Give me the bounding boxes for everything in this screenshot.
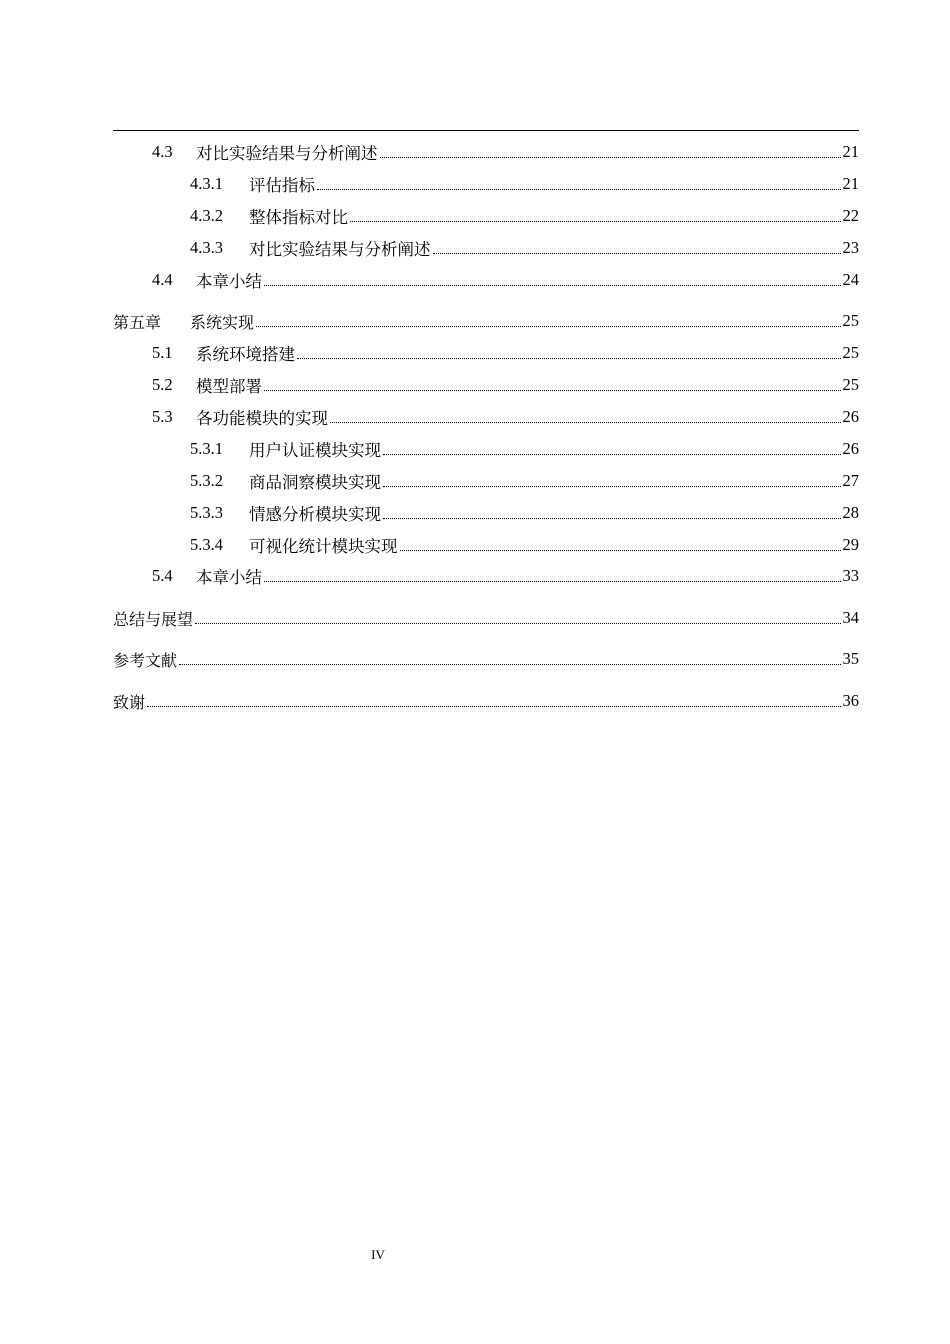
toc-leader: [383, 517, 841, 519]
toc-title: 情感分析模块实现: [249, 505, 381, 524]
toc-title: 本章小结: [196, 272, 262, 291]
toc-page: 26: [842, 439, 859, 458]
toc-entry[interactable]: [113, 200, 859, 232]
toc-title: 可视化统计模块实现: [249, 537, 398, 556]
toc-page: 27: [842, 471, 859, 490]
toc-page: 36: [842, 691, 859, 710]
toc-entry[interactable]: [113, 401, 859, 433]
toc-page: 25: [842, 375, 859, 394]
toc-leader: [256, 325, 840, 327]
toc-leader: [195, 622, 840, 624]
toc-page: 25: [842, 311, 859, 330]
toc-title: 商品洞察模块实现: [249, 473, 381, 492]
toc-page: 34: [842, 608, 859, 627]
toc-number: 5.3.4: [190, 535, 223, 554]
toc-chapter-entry[interactable]: [113, 602, 859, 634]
toc-entry[interactable]: [113, 136, 859, 168]
toc-entry[interactable]: [113, 465, 859, 497]
toc-number: 4.3: [152, 142, 173, 161]
toc-page: 26: [842, 407, 859, 426]
toc-number: 4.3.3: [190, 238, 223, 257]
toc-leader: [179, 663, 840, 665]
toc-title: 各功能模块的实现: [196, 409, 328, 428]
toc-page: 24: [842, 270, 859, 289]
toc-number: 4.3.1: [190, 174, 223, 193]
toc-entry[interactable]: [113, 264, 859, 296]
toc-leader: [330, 421, 841, 423]
toc-page: 21: [842, 174, 859, 193]
toc-chapter-entry[interactable]: [113, 685, 859, 717]
toc-number: 5.1: [152, 343, 173, 362]
page-footer: [0, 1247, 950, 1263]
toc-number: 4.4: [152, 270, 173, 289]
toc-title: 参考文献: [113, 650, 178, 670]
toc-number: 5.2: [152, 375, 173, 394]
toc-leader: [297, 357, 841, 359]
toc-entry[interactable]: [113, 529, 859, 561]
toc-leader: [433, 252, 841, 254]
toc-title: 总结与展望: [113, 609, 194, 629]
toc-leader: [264, 284, 841, 286]
toc-page: 33: [842, 566, 859, 585]
toc-entry[interactable]: [113, 232, 859, 264]
toc-entry[interactable]: [113, 168, 859, 200]
toc-page: 29: [842, 535, 859, 554]
toc-leader: [264, 580, 841, 582]
toc-leader: [147, 705, 840, 707]
toc-leader: [383, 453, 841, 455]
toc-leader: [400, 549, 841, 551]
toc-title: 模型部署: [196, 377, 262, 396]
header-rule: [113, 130, 859, 131]
toc-title: 致谢: [113, 692, 146, 712]
toc-title: 本章小结: [196, 568, 262, 587]
toc-page: 25: [842, 343, 859, 362]
toc-leader: [380, 156, 841, 158]
toc-leader: [264, 389, 841, 391]
toc-title: 系统实现: [190, 312, 255, 332]
toc-number: 5.3.2: [190, 471, 223, 490]
footer-page-number: IV: [371, 1247, 385, 1262]
toc-chapter-entry[interactable]: [113, 305, 859, 337]
toc-leader: [317, 188, 841, 190]
toc-entry[interactable]: [113, 337, 859, 369]
toc-entry[interactable]: [113, 497, 859, 529]
toc-page: 35: [842, 649, 859, 668]
toc-number: 5.3.1: [190, 439, 223, 458]
toc-entry[interactable]: [113, 560, 859, 592]
toc-number: 5.3.3: [190, 503, 223, 522]
toc-number: 第五章: [113, 312, 162, 332]
toc-title: 整体指标对比: [249, 208, 348, 227]
toc-number: 4.3.2: [190, 206, 223, 225]
toc-page: 21: [842, 142, 859, 161]
toc-number: 5.4: [152, 566, 173, 585]
toc-title: 用户认证模块实现: [249, 441, 381, 460]
toc-leader: [383, 485, 841, 487]
toc-leader: [350, 220, 841, 222]
toc-page: 22: [842, 206, 859, 225]
toc-title: 系统环境搭建: [196, 345, 295, 364]
toc-number: 5.3: [152, 407, 173, 426]
toc-title: 对比实验结果与分析阐述: [249, 240, 431, 259]
toc-entry[interactable]: [113, 369, 859, 401]
toc-entry[interactable]: [113, 433, 859, 465]
toc-title: 对比实验结果与分析阐述: [196, 144, 378, 163]
toc-chapter-entry[interactable]: [113, 643, 859, 675]
toc-title: 评估指标: [249, 176, 315, 195]
toc-page: 23: [842, 238, 859, 257]
toc-page: 28: [842, 503, 859, 522]
